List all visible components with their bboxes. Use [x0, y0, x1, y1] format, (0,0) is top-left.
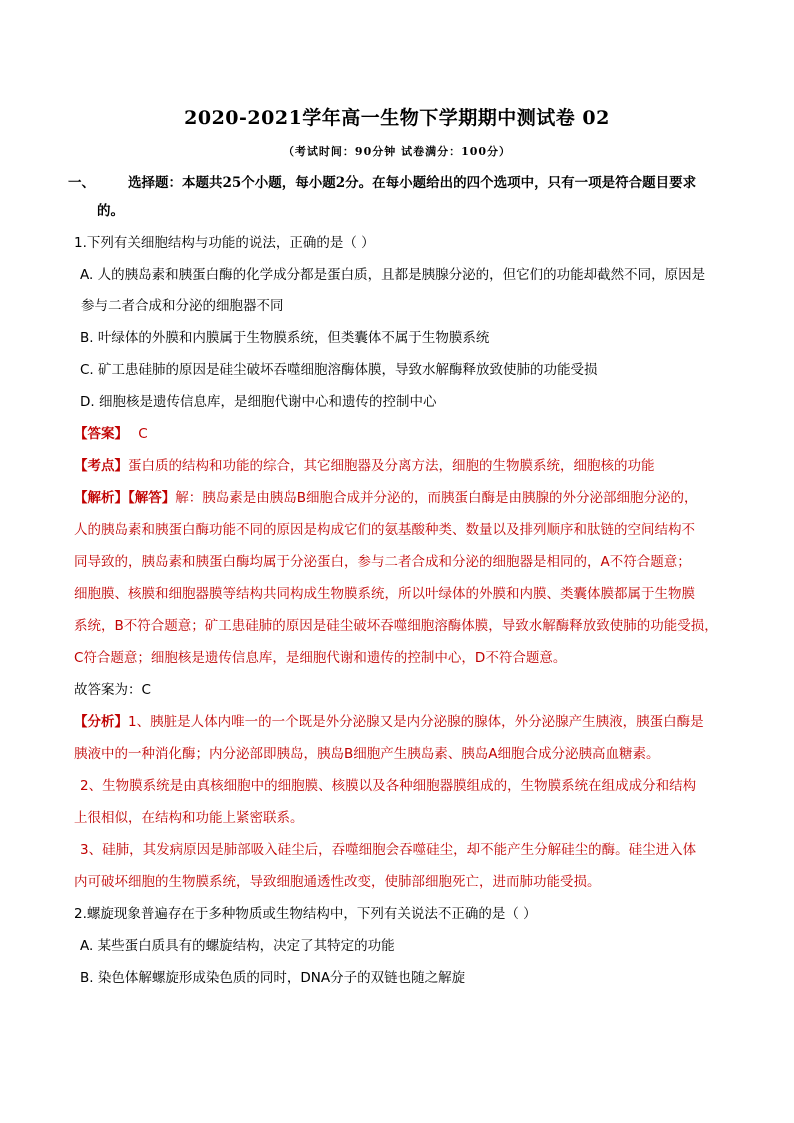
jiexi-line-2: 人的胰岛素和胰蛋白酶功能不同的原因是构成它们的氨基酸种类、数量以及排列顺序和肽链的空间结构不 [74, 522, 695, 538]
fenxi-tag: 【分析】 [74, 714, 128, 730]
final-answer: 故答案为：C [74, 682, 151, 698]
q1-option-c: C. 矿工患硅肺的原因是硅尘破坏吞噬细胞溶酶体膜，导致水解酶释放致使肺的功能受损 [80, 362, 598, 378]
exam-info: （考试时间：90分钟 试卷满分：100分） [282, 145, 512, 158]
fenxi-line-1: 1、胰脏是人体内唯一的一个既是外分泌腺又是内分泌腺的腺体，外分泌腺产生胰液，胰蛋白酶是 [128, 714, 704, 730]
kaodian-tag: 【考点】 [74, 458, 128, 474]
q1-jiexi [74, 488, 698, 508]
fenxi-line-2: 胰液中的一种消化酶；内分泌部即胰岛，胰岛B细胞产生胰岛素、胰岛A细胞合成分泌胰高血糖素。 [74, 746, 660, 762]
q1-option-d: D. 细胞核是遗传信息库，是细胞代谢中心和遗传的控制中心 [80, 394, 437, 410]
section-instructions: 选择题：本题共25个小题，每小题2分。在每小题给出的四个选项中，只有一项是符合题目要求 [128, 175, 697, 191]
section-instructions-cont: 的。 [97, 203, 124, 219]
q2-option-a: A. 某些蛋白质具有的螺旋结构，决定了其特定的功能 [80, 938, 395, 954]
jiexi-line-5: 系统，B不符合题意；矿工患硅肺的原因是硅尘破坏吞噬细胞溶酶体膜，导致水解酶释放致使肺的功能受损， [74, 618, 718, 634]
fenxi-line-3: 2、生物膜系统是由真核细胞中的细胞膜、核膜以及各种细胞器膜组成的，生物膜系统在组成成分和结构 [80, 778, 697, 794]
jiexi-line-3: 同导致的，胰岛素和胰蛋白酶均属于分泌蛋白，参与二者合成和分泌的细胞器是相同的，A不符合题意； [74, 554, 691, 570]
answer-tag: 【答案】 [74, 426, 128, 442]
fenxi-line-4: 上很相似，在结构和功能上紧密联系。 [74, 810, 304, 826]
fenxi-line-6: 内可破坏细胞的生物膜系统，导致细胞通透性改变，使肺部细胞死亡，进而肺功能受损。 [74, 874, 601, 890]
question-1-stem: 1.下列有关细胞结构与功能的说法，正确的是（ ） [74, 235, 375, 251]
jiexi-line-1: 解：胰岛素是由胰岛B细胞合成并分泌的，而胰蛋白酶是由胰腺的外分泌部细胞分泌的， [175, 490, 698, 506]
q1-option-a: A. 人的胰岛素和胰蛋白酶的化学成分都是蛋白质，且都是胰腺分泌的，但它们的功能却截然不同，原因是 [80, 267, 706, 283]
jiexi-line-6: C符合题意；细胞核是遗传信息库，是细胞代谢和遗传的控制中心，D不符合题意。 [74, 650, 567, 666]
kaodian-text: 蛋白质的结构和功能的综合，其它细胞器及分离方法，细胞的生物膜系统，细胞核的功能 [128, 458, 655, 474]
q1-answer [74, 424, 148, 444]
question-2-stem: 2.螺旋现象普遍存在于多种物质或生物结构中，下列有关说法不正确的是（ ） [74, 906, 537, 922]
jiexi-line-4: 细胞膜、核膜和细胞器膜等结构共同构成生物膜系统，所以叶绿体的外膜和内膜、类囊体膜都属于生物膜 [74, 586, 695, 602]
q1-option-a-cont: 参与二者合成和分泌的细胞器不同 [81, 298, 284, 314]
section-number: 一、 [68, 175, 95, 191]
q1-kaodian [74, 456, 655, 476]
jiexi-tag: 【解析】【解答】 [74, 490, 176, 506]
page-title: 2020-2021学年高一生物下学期期中测试卷 02 [184, 107, 610, 129]
q2-option-b: B. 染色体解螺旋形成染色质的同时，DNA分子的双链也随之解旋 [80, 970, 466, 986]
fenxi-line-5: 3、硅肺，其发病原因是肺部吸入硅尘后，吞噬细胞会吞噬硅尘，却不能产生分解硅尘的酶。硅尘进入体 [80, 842, 697, 858]
answer-value: C [138, 426, 148, 442]
q1-fenxi [74, 712, 704, 732]
q1-option-b: B. 叶绿体的外膜和内膜属于生物膜系统，但类囊体不属于生物膜系统 [80, 330, 490, 346]
